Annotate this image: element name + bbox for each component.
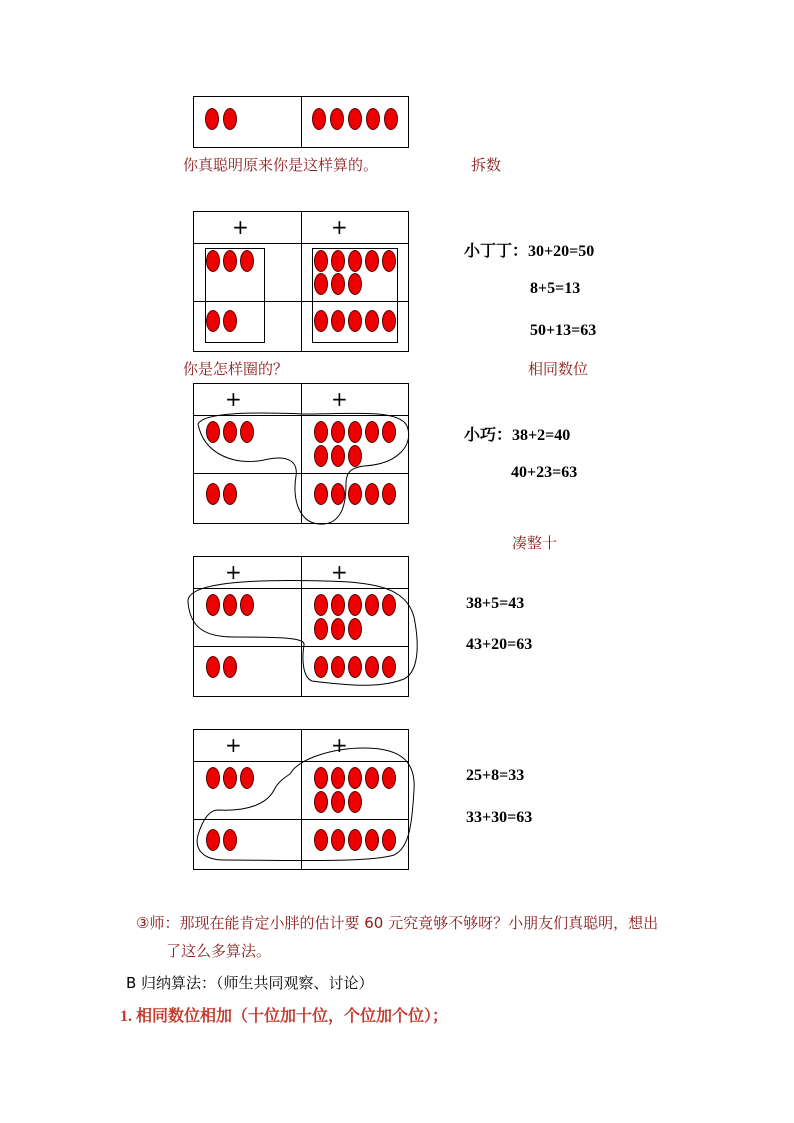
counter-dot <box>348 310 362 332</box>
counter-dot <box>348 108 362 130</box>
caption-2: 你是怎样圈的？ <box>183 360 289 378</box>
summary-heading: B 归纳算法：（师生共同观察、讨论） <box>126 974 374 992</box>
plus-sign: + <box>225 387 242 411</box>
equation: 小丁丁：30+20=50 <box>464 243 595 260</box>
counter-dot <box>331 273 345 295</box>
counter-dot <box>240 250 254 272</box>
counter-dot <box>348 250 362 272</box>
counter-dot <box>314 273 328 295</box>
counter-dot <box>330 108 344 130</box>
counter-dot <box>365 250 379 272</box>
equation: 40+23=63 <box>511 464 578 481</box>
equation: 50+13=63 <box>530 322 597 339</box>
teacher-line-2: 了这么多算法。 <box>166 942 272 960</box>
counter-dot <box>223 108 237 130</box>
counter-dot <box>366 108 380 130</box>
counter-dot <box>206 250 220 272</box>
equation: 25+8=33 <box>466 767 525 784</box>
rule-1: 1. 相同数位相加（十位加十位，个位加个位）； <box>120 1008 449 1025</box>
plus-sign: + <box>232 215 249 239</box>
counter-dot <box>206 310 220 332</box>
counter-dot <box>312 108 326 130</box>
plus-sign: + <box>225 560 242 584</box>
equation: 43+20=63 <box>466 636 533 653</box>
counter-dot <box>365 310 379 332</box>
counter-dot <box>314 310 328 332</box>
counter-dot <box>223 250 237 272</box>
method-tag-same-place: 相同数位 <box>528 360 589 378</box>
method-tag-split: 拆数 <box>471 156 502 174</box>
grouping-loop <box>194 384 410 525</box>
counter-dot <box>382 310 396 332</box>
equation: 小巧：38+2=40 <box>464 427 571 444</box>
equation: 33+30=63 <box>466 809 533 826</box>
plus-sign: + <box>331 733 348 757</box>
teacher-line-1: ③师：那现在能肯定小胖的估计要 60 元究竟够不够呀？小朋友们真聪明，想出 <box>136 914 659 932</box>
counter-dot <box>331 250 345 272</box>
grouping-loop <box>194 557 410 698</box>
counter-dot <box>314 250 328 272</box>
plus-sign: + <box>225 733 242 757</box>
counter-box-2 <box>193 211 409 352</box>
counter-dot <box>205 108 219 130</box>
caption-1: 你真聪明原来你是这样算的。 <box>183 156 379 174</box>
counter-box-1 <box>193 96 409 148</box>
plus-sign: + <box>331 387 348 411</box>
plus-sign: + <box>331 215 348 239</box>
counter-box-4 <box>193 556 409 697</box>
grouping-loop <box>194 730 410 871</box>
counter-dot <box>223 310 237 332</box>
plus-sign: + <box>331 560 348 584</box>
counter-dot <box>348 273 362 295</box>
method-tag-make-ten: 凑整十 <box>512 534 558 552</box>
counter-dot <box>382 250 396 272</box>
equation: 38+5=43 <box>466 595 525 612</box>
counter-box-3 <box>193 383 409 524</box>
equation: 8+5=13 <box>530 280 581 297</box>
counter-box-5 <box>193 729 409 870</box>
counter-dot <box>384 108 398 130</box>
counter-dot <box>331 310 345 332</box>
